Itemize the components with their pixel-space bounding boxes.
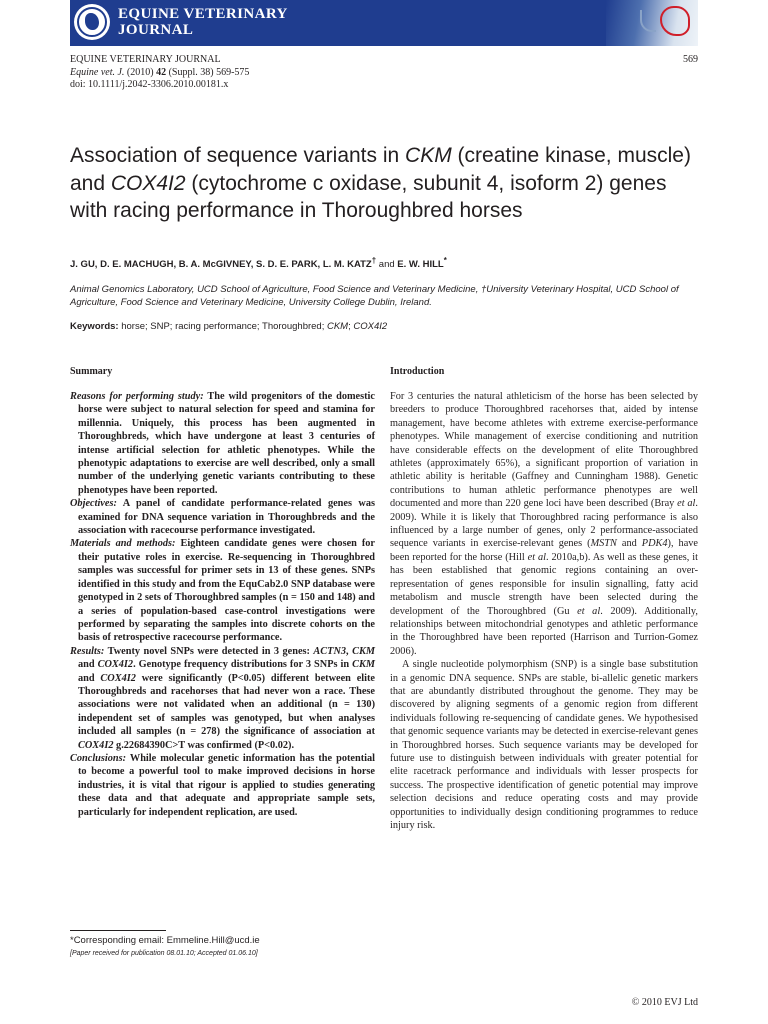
footnote-divider — [70, 930, 166, 931]
author-list: J. GU, D. E. MACHUGH, B. A. McGIVNEY, S. D. E. PARK, L. M. KATZ† and E. W. HILL* — [70, 256, 447, 271]
gene-cox4i2: COX4I2 — [110, 171, 186, 195]
page-number: 569 — [683, 54, 698, 65]
keywords: Keywords: horse; SNP; racing performance; Thoroughbred; CKM; COX4I2 — [70, 321, 388, 332]
received-dates: [Paper received for publication 08.01.10; Accepted 01.06.10] — [70, 950, 258, 957]
introduction-body — [390, 390, 698, 832]
article-title: Association of sequence variants in CKM (creatine kinase, muscle) and COX4I2 (cytochrome c oxidase, subunit 4, isoform 2) genes with racing performance in Thoroughbred horses — [70, 144, 691, 222]
citation-block — [70, 54, 249, 92]
doi-link[interactable]: doi: 10.1111/j.2042-3306.2010.00181.x — [70, 79, 229, 90]
summary-conclusions: Conclusions: While molecular genetic information has the potential to become a powerful tool to make improved decisions in horse industries, it is vital that rigour is applied to studies generating these data and that adequate and appropriate sample sets, particularly for independent replication, are used. — [70, 752, 375, 818]
corresponding-mark: * — [443, 256, 447, 265]
summary-body — [70, 390, 375, 819]
gene-ckm: CKM — [405, 144, 452, 167]
summary-results: Results: Twenty novel SNPs were detected in 3 genes: ACTN3, CKM and COX4I2. Genotype frequency distributions for 3 SNPs in CKM and COX4I2 were significantly (P<0.05) different between elite Thoroughbreds and racehorses that had never won a race. These associations were not validated when an additional (n = 130) independent set of samples was genotyped, but when analyses included all samples (n = 278) the significance of association at COX4I2 g.22684390C>T was confirmed (P<0.02). — [70, 645, 375, 751]
intro-paragraph-2: A single nucleotide polymorphism (SNP) is a single base substitution in a genomic DNA sequence. SNPs are stable, bi-allelic genetic markers that are abundantly distributed throughout the genome. They may be discovered by aligning segments of a genomic region from different individuals following re-sequencing of candidate genes. We hypothesised that genomic sequence variants may be detected in exercise-relevant genes in Thoroughbred horses. Such sequence variants may be developed for future use to distinguish between individuals with greater potential for elite racetrack performance and individuals with lesser prospects for success. The prospective identification of genetic potential may improve selection decisions and reduce operating costs and may provide opportunities to individually design conditioning programmes to reduce injury risk. — [390, 659, 698, 831]
summary-reasons: Reasons for performing study: The wild progenitors of the domestic horse were subject to natural selection for speed and stamina for millennia. Uniquely, this process has been augmented in Thoroughbreds, which have undergone at least 3 centuries of intense artificial selection for athletic phenotypes. While the phenotypic adaptations to exercise are well described, only a small number of the underlying genetic variants contributing to these phenotypes have been reported. — [70, 391, 375, 496]
copyright: © 2010 EVJ Ltd — [631, 997, 698, 1008]
citation-volume: 42 — [156, 66, 167, 78]
summary-heading: Summary — [70, 366, 113, 377]
summary-methods: Materials and methods: Eighteen candidate genes were chosen for their putative roles in exercise. Re-sequencing in Thoroughbred samples was successful for primer sets in 13 of these genes. SNPs identified in this study and from the EquCab2.0 SNP database were genotyped in 2 sets of Thoroughbred samples (n = 150 and 148) and a series of population-based case-control investigations were performed by separating the samples into discrete cohorts on the basis of retrospective racecourse performance. — [70, 538, 375, 644]
affiliation: Animal Genomics Laboratory, UCD School of Agriculture, Food Science and Veterinary Medicine, †University Veterinary Hospital, UCD School of Agriculture, Food Science and Veterinary Medicine, University College Dublin, Ireland. — [70, 284, 679, 308]
intro-paragraph-1: For 3 centuries the natural athleticism of the horse has been selected by breeders to produce Thoroughbred racehorses that, aided by intense management, have become athletes with extreme exercise-performance phenotypes. While management of exercise conditioning and nutrition have considerable effects on the development of elite Thoroughbred athletes (approximately 65%), a significant proportion of variation in athletic ability is heritable (Gaffney and Cunningham 1988). Genetic contributions to human athletic performance phenotypes are well documented and more than 220 gene loci have been described (Bray et al. 2009). While it is likely that Thoroughbred racing performance is also influenced by a large number of genes, only 2 performance-associated sequence variants in exercise-relevant genes (MSTN and PDK4), have been reported for the horse (Hill et al. 2010a,b). As well as these genes, it has been established that genomic regions containing an over-representation of genes responsible for insulin signalling, fatty acid metabolism and muscle strength have been selected during the development of the Thoroughbred (Gu et al. 2009). Additionally, relationships between mitochondrial genotypes and athletic performance in the Thoroughbred have been reported (Harrison and Turrion-Gomez 2006). — [390, 391, 699, 657]
dagger-mark: † — [371, 256, 377, 265]
journal-name-line2: JOURNAL — [118, 22, 194, 38]
introduction-heading: Introduction — [390, 366, 445, 377]
journal-logo-icon — [74, 4, 110, 40]
keywords-label: Keywords: — [70, 321, 119, 332]
horse-artwork-icon — [606, 0, 698, 46]
citation-year: (2010) — [124, 66, 157, 78]
citation-line — [70, 67, 249, 80]
journal-caps: EQUINE VETERINARY JOURNAL — [70, 54, 221, 65]
journal-banner — [70, 0, 698, 46]
corresponding-email[interactable]: *Corresponding email: Emmeline.Hill@ucd.ie — [70, 935, 260, 946]
journal-name — [118, 6, 288, 38]
citation-pages: (Suppl. 38) 569-575 — [166, 66, 250, 78]
journal-name-line1: EQUINE VETERINARY — [118, 6, 288, 22]
citation-abbrev: Equine vet. J. — [70, 66, 125, 78]
summary-objectives: Objectives: A panel of candidate performance-related genes was examined for DNA sequence variation in Thoroughbreds and the association with racecourse performance investigated. — [70, 498, 375, 537]
